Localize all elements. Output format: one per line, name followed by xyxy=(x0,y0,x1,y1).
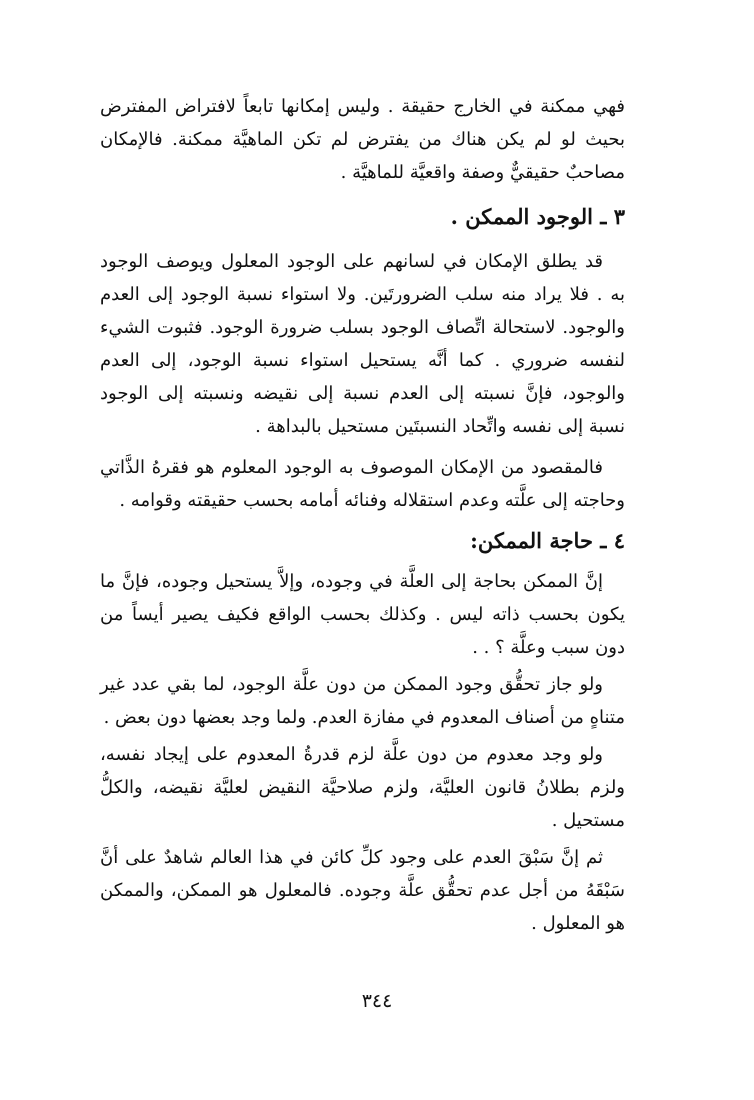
page-body xyxy=(100,90,625,940)
paragraph-5: ولو جاز تحقُّق وجود الممكن من دون علَّة الوجود، لما بقي عدد غير متناهٍ من أصناف المعدوم في مفازة العدم. ولما وجد بعضها دون بعض . xyxy=(100,674,625,728)
section-heading-3: ٣ ـ الوجود الممكن . xyxy=(450,204,625,229)
paragraph-3: فالمقصود من الإمكان الموصوف به الوجود المعلوم هو فقرهُ الذَّاتي وحاجته إلى علَّته وعدم استقلاله وفنائه أمامه بحسب حقيقته وقوامه . xyxy=(100,457,625,511)
paragraph-6: ولو وجد معدوم من دون علَّة لزم قدرةُ المعدوم على إيجاد نفسه، ولزم بطلانُ قانون العليَّة، ولزم صلاحيَّة النقيض لعليَّة نقيضه، والكلُّ مستحيل . xyxy=(100,744,625,831)
paragraph-7: ثم إنَّ سَبْقَ العدم على وجود كلِّ كائن في هذا العالم شاهدٌ على أنَّ سَبْقَهُ من أجل عدم تحقُّق علَّة وجوده. فالمعلول هو الممكن، والممكن هو المعلول . xyxy=(100,847,625,934)
paragraph-4: إنَّ الممكن بحاجة إلى العلَّة في وجوده، وإلاَّ يستحيل وجوده، فإنَّ ما يكون بحسب ذاته ليس . وكذلك بحسب الواقع فكيف يصير أيساً من دون سبب وعلَّة ؟ . . xyxy=(100,571,625,658)
paragraph-2: قد يطلق الإمكان في لسانهم على الوجود المعلول ويوصف الوجود به . فلا يراد منه سلب الضرورتَين. ولا استواء نسبة الوجود إلى العدم والوجود. لاستحالة اتِّصاف الوجود بسلب ضرورة الوجود. فثبوت الشيء لنفسه ضروري . كما أنَّه يستحيل استواء نسبة الوجود، إلى العدم والوجود، فإنَّ نسبته إلى العدم نسبة إلى نقيضه ونسبته إلى الوجود نسبة إلى نفسه واتِّحاد النسبتَين مستحيل بالبداهة . xyxy=(100,251,625,437)
paragraph-1: فهي ممكنة في الخارج حقيقة . وليس إمكانها تابعاً لافتراض المفترض بحيث لو لم يكن هناك من يفترض لم تكن الماهيَّة ممكنة. فالإمكان مصاحبٌ حقيقيٌّ وصفة واقعيَّة للماهيَّة . xyxy=(100,96,625,183)
page-number: ٣٤٤ xyxy=(361,990,393,1012)
section-heading-4: ٤ ـ حاجة الممكن: xyxy=(470,528,625,553)
